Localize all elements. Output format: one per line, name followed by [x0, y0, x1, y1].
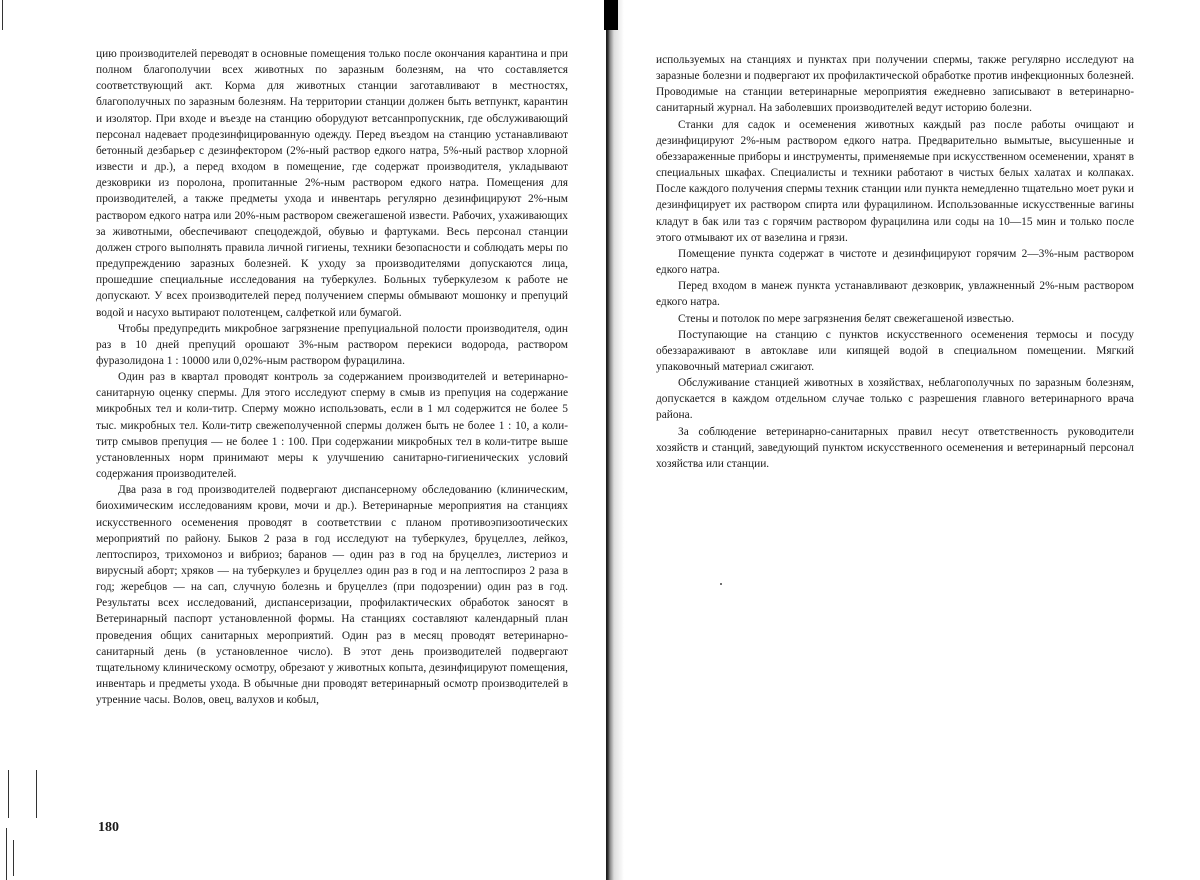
scan-edge-mark — [36, 770, 37, 818]
paragraph: За соблюдение ветеринарно-санитарных правил несут ответственность руководители хозяйств и станций, заведующий пунктом искусственного осеменения и ветеринарный персонал хозяйства или станции. — [656, 425, 1134, 470]
paragraph: цию производителей переводят в основные помещения только после окончания карантина и при полном благополучии всех животных по заразным болезням, на что составляется соответствующий акт. Корма для животных станции заготавливают в местностях, благополучных по заразным болезням. На территории станции должен быть ветпункт, карантин и изолятор. При входе и въезде на станцию оборудуют ветсанпропускник, где обслуживающий персонал надевает продезинфицированную одежду. Перед въездом на станцию устанавливают бетонный дезбарьер с дезинфектором (2%-ный раствор едкого натра, 5%-ный раствор хлорной извести и др.), а перед входом в помещение, где содержат производителя, укладывают дезковрики из поролона, пропитанные 2%-ным раствором едкого натра. Помещения для производителей, а также предметы ухода и инвентарь регулярно дезинфицируют 2%-ным раствором едкого натра или 20%-ным раствором свежегашеной извести. Рабочих, ухаживающих за животными, обеспечивают спецодеждой, обувью и фартуками. Весь персонал станции должен строго выполнять правила личной гигиены, техники безопасности и соблюдать меры по предупреждению заразных болезней. К уходу за производителями допускаются лица, прошедшие специальные исследования на туберкулез. Больных туберкулезом к работе не допускают. У всех производителей перед получением спермы обмывают мошонку и препуций водой и насухо вытирают полотенцем, салфеткой или бумагой. — [96, 48, 568, 319]
paragraph: Станки для садок и осеменения животных каждый раз после работы очищают и дезинфицируют 2%-ным раствором едкого натра. Предварительно вымытые, высушенные и обеззараженные приборы и инструменты, применяемые при искусственном осеменении, хранят в специальных шкафах. Специалисты и техники работают в чистых белых халатах и колпаках. После каждого получения спермы техник станции или пункта немедленно тщательно моет руки и дезинфицирует их раствором спирта или фурацилином. Использованные искусственные вагины кладут в бак или таз с горячим раствором фурацилина или соды на 10—15 мин и только после этого отмывают их от вазелина и грязи. — [656, 118, 1134, 244]
left-text-column — [96, 46, 568, 708]
paragraph: Помещение пункта содержат в чистоте и дезинфицируют горячим 2—3%-ным раствором едкого натра. — [656, 247, 1134, 277]
paragraph: Один раз в квартал проводят контроль за содержанием производителей и ветеринарно-санитарную оценку спермы. Для этого исследуют сперму в смыв из препуция на содержание микробных тел и коли-титр. Сперму можно использовать, если в 1 мл содержится не более 5 тыс. микробных тел. Коли-титр свежеполученной спермы должен быть не более 1 : 10, а коли-титр смывов препуция — не более 1 : 100. При содержании микробных тел в коли-титре выше установленных норм принимают меры к улучшению санитарно-гигиенических условий содержания производителей. — [96, 371, 568, 481]
paragraph: Перед входом в манеж пункта устанавливают дезковрик, увлажненный 2%-ным раствором едкого натра. — [656, 280, 1134, 309]
scan-edge-mark — [2, 0, 3, 30]
paragraph: Обслуживание станцией животных в хозяйствах, неблагополучных по заразным болезням, допускается в каждом отдельном случае только с разрешения главного ветеринарного врача района. — [656, 377, 1134, 422]
scan-edge-mark — [6, 828, 7, 880]
paragraph: Чтобы предупредить микробное загрязнение препуциальной полости производителя, один раз в 10 дней препуций орошают 3%-ным раствором перекиси водорода, раствором фуразолидона 1 : 10000 или 0,02%-ным раствором фурацилина. — [96, 322, 568, 367]
paragraph: Два раза в год производителей подвергают диспансерному обследованию (клиническим, биохимическим исследованиям крови, мочи и др.). Ветеринарные мероприятия на станциях искусственного осеменения проводят в соответствии с планом противоэпизоотических мероприятий по району. Быков 2 раза в год исследуют на туберкулез, бруцеллез, лейкоз, лептоспироз, трихомоноз и вибриоз; баранов — один раз в год на бруцеллез, листериоз и вирусный аборт; хряков — на туберкулез и бруцеллез один раз в год и на лептоспироз 2 раза в год; жеребцов — на сап, случную болезнь и бруцеллез (при подозрении) один раз в год. Результаты всех исследований, диспансеризации, профилактических обработок заносят в Ветеринарный паспорт установленной формы. На станциях составляют календарный план проведения общих санитарных мероприятий. Один раз в месяц проводят ветеринарно-санитарный день (в установленное число). В этот день производителей подвергают тщательному клиническому осмотру, обрезают у животных копыта, дезинфицируют помещения, инвентарь и предметы ухода. В обычные дни проводят ветеринарный осмотр производителей в утренние часы. Волов, овец, валухов и кобыл, — [96, 484, 568, 707]
paragraph: Стены и потолок по мере загрязнения белят свежегашеной известью. — [678, 312, 1015, 325]
scan-edge-mark — [13, 840, 14, 876]
scan-speck — [720, 583, 722, 585]
scan-edge-mark — [8, 770, 9, 818]
right-text-column — [656, 52, 1134, 472]
book-binding-shadow — [606, 0, 626, 880]
right-page — [600, 0, 1200, 880]
page-number: 180 — [98, 820, 119, 835]
book-binding-top — [604, 0, 618, 30]
paragraph: используемых на станциях и пунктах при получении спермы, также регулярно исследуют на заразные болезни и подвергают их профилактической обработке против инфекционных болезней. Проводимые на станции ветеринарные мероприятия ежедневно записывают в ветеринарно-санитарный журнал. На заболевших производителей ведут историю болезни. — [656, 54, 1134, 115]
paragraph: Поступающие на станцию с пунктов искусственного осеменения термосы и посуду обеззараживают в автоклаве или кипящей водой в специальном помещении. Мягкий упаковочный материал сжигают. — [656, 328, 1134, 373]
